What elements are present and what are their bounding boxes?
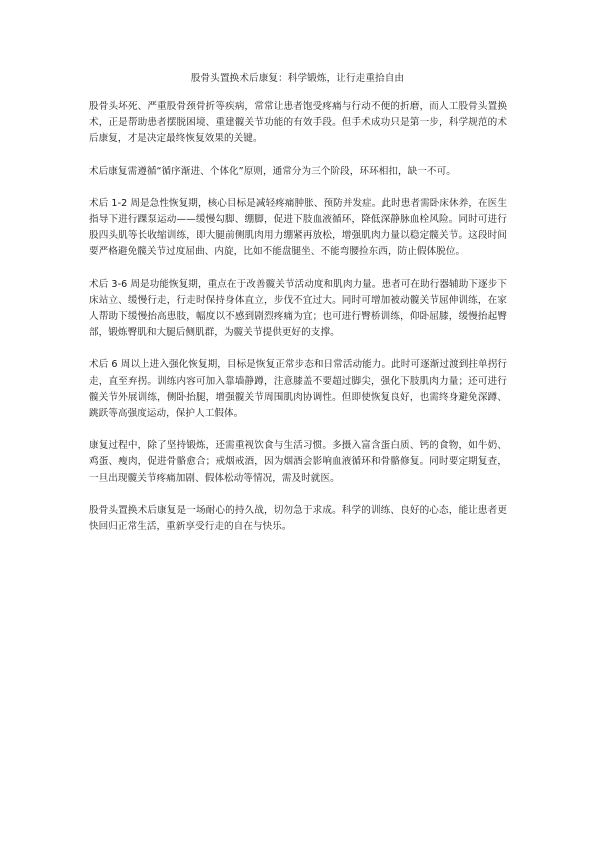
paragraph-conclusion: 股骨头置换术后康复是一场耐心的持久战，切勿急于求成。科学的训练、良好的心态，能让患者更快回归正常生活，重新享受行走的自在与快乐。 (89, 504, 507, 533)
paragraph-stage-strengthening: 术后 6 周以上进入强化恢复期，目标是恢复正常步态和日常活动能力。此时可逐渐过渡到拄单拐行走，直至弃拐。训练内容可加入靠墙静蹲，注意膝盖不要超过脚尖，强化下肢肌肉力量；还可进行髋关节外展训练，侧卧抬腿，增强髋关节周围肌肉协调性。但即使恢复良好，也需终身避免深蹲、跳跃等高强度运动，保护人工假体。 (89, 359, 507, 420)
document-body (89, 99, 507, 535)
paragraph-intro: 股骨头坏死、严重股骨颈骨折等疾病，常常让患者饱受疼痛与行动不便的折磨，而人工股骨头置换术，正是帮助患者摆脱困境、重建髋关节功能的有效手段。但手术成功只是第一步，科学规范的术后康复，才是决定最终恢复效果的关键。 (89, 101, 507, 145)
document-title: 股骨头置换术后康复：科学锻炼，让行走重拾自由 (190, 73, 405, 84)
paragraph-stage-acute: 术后 1-2 周是急性恢复期，核心目标是减轻疼痛肿胀、预防并发症。此时患者需卧床休养，在医生指导下进行踝泵运动——缓慢勾脚、绷脚，促进下肢血液循环，降低深静脉血栓风险。同时可进行股四头肌等长收缩训练，即大腿前侧肌肉用力绷紧再放松，增强肌肉力量以稳定髋关节。这段时间要严格避免髋关节过度屈曲、内旋，比如不能盘腿坐、不能弯腰捡东西，防止假体脱位。 (89, 197, 507, 258)
paragraph-principle: 术后康复需遵循“循序渐进、个体化”原则，通常分为三个阶段，环环相扣，缺一不可。 (89, 165, 456, 177)
paragraph-lifestyle: 康复过程中，除了坚持锻炼，还需重视饮食与生活习惯。多摄入富含蛋白质、钙的食物，如牛奶、鸡蛋、瘦肉，促进骨骼愈合；戒烟戒酒，因为烟酒会影响血液循环和骨骼修复。同时要定期复查，一旦出现髋关节疼痛加剧、假体松动等情况，需及时就医。 (89, 440, 507, 484)
paragraph-stage-functional: 术后 3-6 周是功能恢复期，重点在于改善髋关节活动度和肌肉力量。患者可在助行器辅助下逐步下床站立、缓慢行走，行走时保持身体直立，步伐不宜过大。同时可增加被动髋关节屈伸训练，在家人帮助下缓慢抬高患肢，幅度以不感到剧烈疼痛为宜；也可进行臀桥训练，仰卧屈膝，缓慢抬起臀部，锻炼臀肌和大腿后侧肌群，为髋关节提供更好的支撑。 (89, 278, 507, 339)
